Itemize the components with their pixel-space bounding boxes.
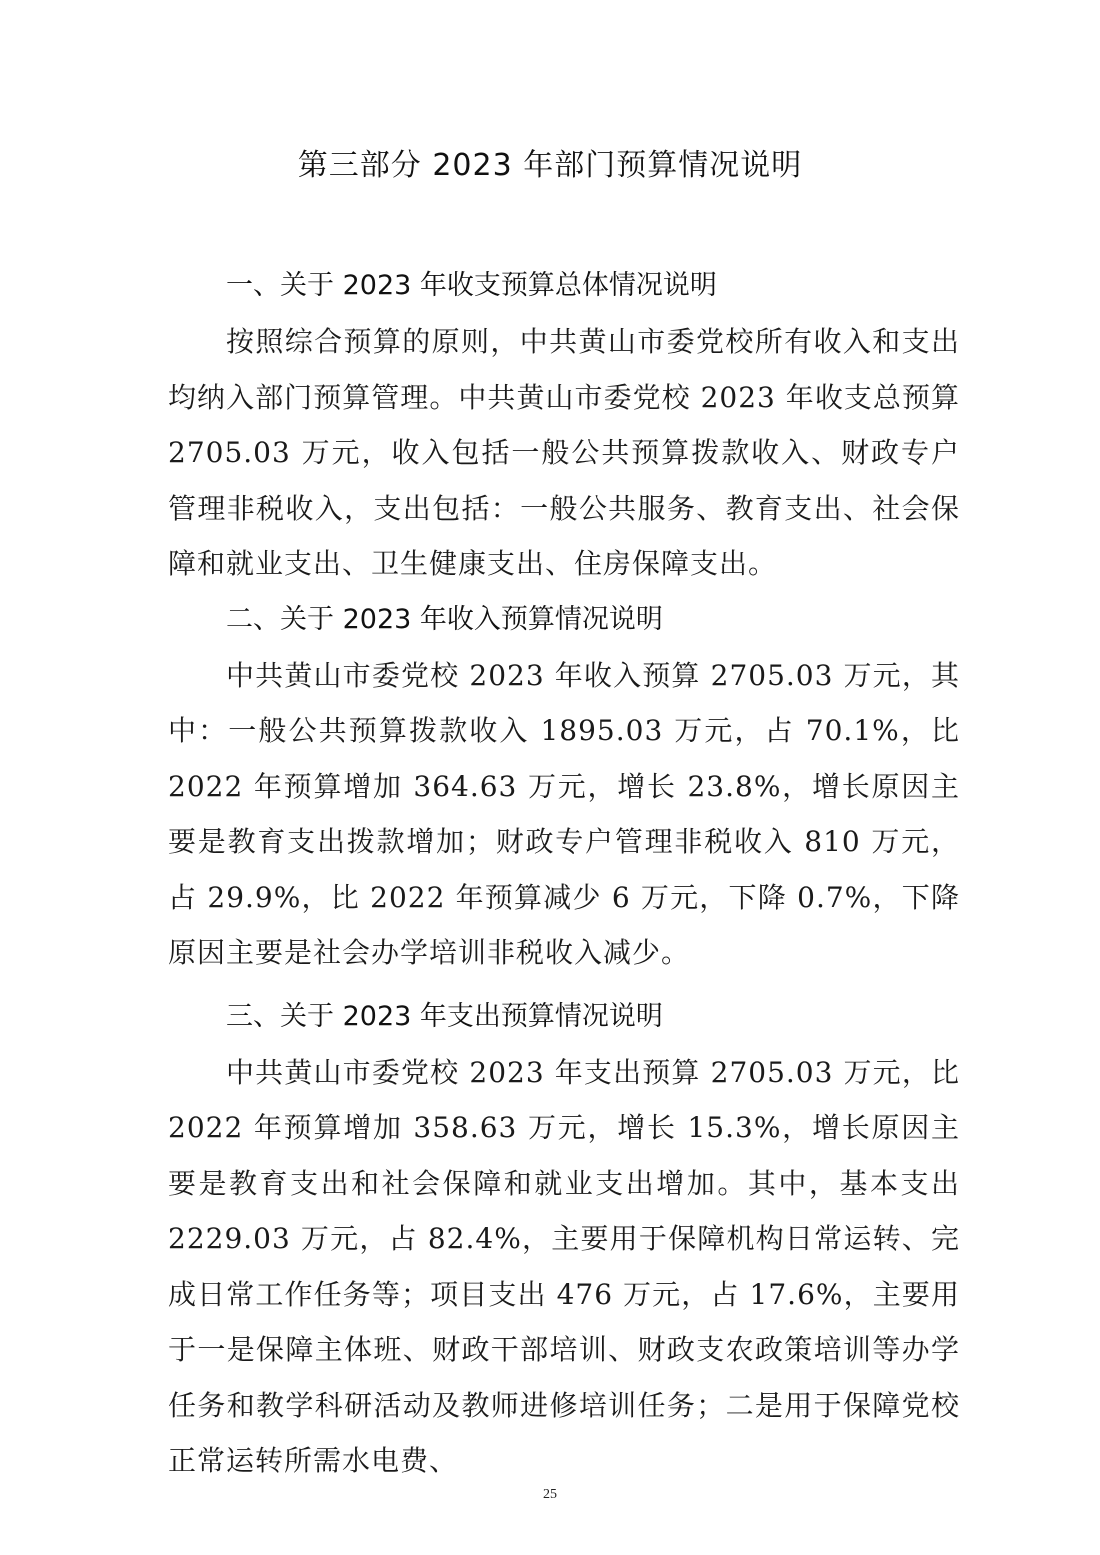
document-body <box>168 258 960 1489</box>
section-income-budget <box>168 592 960 981</box>
section-heading: 一、关于 2023 年收支预算总体情况说明 <box>226 270 717 301</box>
section-expenditure-budget <box>168 989 960 1489</box>
section-paragraph: 按照综合预算的原则，中共黄山市委党校所有收入和支出均纳入部门预算管理。中共黄山市委党校 2023 年收支总预算 2705.03 万元，收入包括一般公共预算拨款收入、财政专户管理非税收入，支出包括：一般公共服务、教育支出、社会保障和就业支出、卫生健康支出、住房保障支出。 <box>168 325 960 580</box>
section-paragraph: 中共黄山市委党校 2023 年收入预算 2705.03 万元，其中：一般公共预算拨款收入 1895.03 万元，占 70.1%，比 2022 年预算增加 364.63 万元，增长 23.8%，增长原因主要是教育支出拨款增加；财政专户管理非税收入 810 万元，占 29.9%，比 2022 年预算减少 6 万元，下降 0.7%，下降原因主要是社会办学培训非税收入减少。 <box>168 658 960 969</box>
section-heading: 三、关于 2023 年支出预算情况说明 <box>226 1000 663 1032</box>
section-paragraph: 中共黄山市委党校 2023 年支出预算 2705.03 万元，比 2022 年预算增加 358.63 万元，增长 15.3%，增长原因主要是教育支出和社会保障和就业支出增加。其中，基本支出 2229.03 万元，占 82.4%，主要用于保障机构日常运转、完成日常工作任务等；项目支出 476 万元，占 17.6%，主要用于一是保障主体班、财政干部培训、财政支农政策培训等办学任务和教学科研活动及教师进修培训任务；二是用于保障党校正常运转所需水电费、 <box>168 1055 960 1477</box>
page-number: 25 <box>543 1487 557 1502</box>
page-title: 第三部分 2023 年部门预算情况说明 <box>297 148 803 183</box>
section-gap <box>168 981 960 989</box>
section-heading: 二、关于 2023 年收入预算情况说明 <box>226 603 663 635</box>
section-overall-budget <box>168 258 960 592</box>
